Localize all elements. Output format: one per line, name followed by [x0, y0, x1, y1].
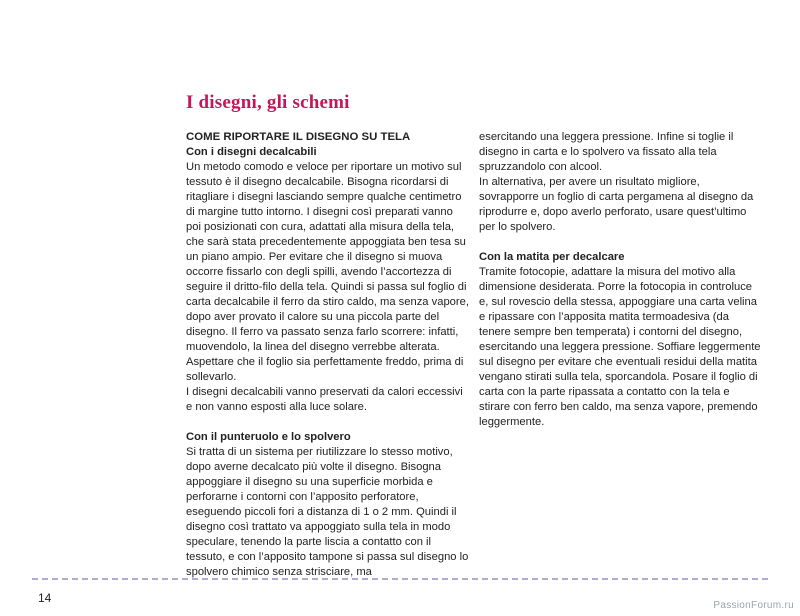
watermark: PassionForum.ru — [713, 600, 794, 611]
paragraph: Un metodo comodo e veloce per riportare un motivo sul tessuto è il disegno decalcabile. Bisogna ricordarsi di ritagliare i disegni lasciando sempre qualche centimetro di margine tutto intorno. I disegni così preparati vanno poi posizionati con cura, adattati alla misura della tela, che sarà stata precedentemente appoggiata ben tesa su un piano ampio. Per evitare che il disegno si muova occorre fissarlo con degli spilli, avendo l’accortezza di seguire il dritto-filo della tela. Quindi si passa sul foglio di carta decalcabile il ferro da stiro caldo, ma senza vapore, dopo aver provato il calore su una piccola parte del disegno. Il ferro va passato senza farlo scorrere: infatti, muovendolo, la linea del disegno verrebbe alterata. Aspettare che il foglio sia perfettamente freddo, prima di sollevarlo. — [186, 161, 469, 383]
paragraph: I disegni decalcabili vanno preservati da calori eccessivi e non vanno esposti alla luce solare. — [186, 386, 463, 413]
paragraph: Tramite fotocopie, adattare la misura del motivo alla dimensione desiderata. Porre la fotocopia in controluce e, sul rovescio della stessa, appoggiare una carta velina e ripassare con l’apposita matita termoadesiva (da tenere sempre ben temperata) i contorni del disegno, esercitando una leggera pressione. Soffiare leggermente sul disegno per evitare che eventuali residui della matita vengano stirati sulla tela, sporcandola. Posare il foglio di carta con la parte ripassata a contatto con la tela e stirare con ferro ben caldo, ma senza vapore, premendo leggermente. — [479, 266, 761, 428]
footer-divider — [32, 578, 768, 580]
page-number: 14 — [38, 591, 52, 605]
subheading-matita: Con la matita per decalcare — [479, 251, 625, 263]
right-column — [479, 130, 762, 430]
subheading-punteruolo: Con il punteruolo e lo spolvero — [186, 431, 351, 443]
subheading-decalcabili: Con i disegni decalcabili — [186, 146, 317, 158]
paragraph: In alternativa, per avere un risultato migliore, sovrapporre un foglio di carta pergamena al disegno da riprodurre e, dopo averlo perforato, usare quest’ultimo per lo spolvero. — [479, 176, 754, 233]
section-heading: COME RIPORTARE IL DISEGNO SU TELA — [186, 131, 411, 143]
paragraph: Si tratta di un sistema per riutilizzare lo stesso motivo, dopo averne decalcato più volte il disegno. Bisogna appoggiare il disegno su una superficie morbida e perforarne i contorni con l’apposito perforatore, eseguendo piccoli fori a distanza di 1 o 2 mm. Quindi il disegno così trattato va appoggiato sulla tela in modo speculare, tenendo la parte liscia a contatto con il tessuto, e con l’apposito tampone si passa sul disegno lo spolvero chimico senza strisciare, ma — [186, 446, 469, 578]
paragraph: esercitando una leggera pressione. Infine si toglie il disegno in carta e lo spolvero va fissato alla tela spruzzandolo con alcool. — [479, 131, 734, 173]
page-title: I disegni, gli schemi — [186, 92, 350, 113]
left-column — [186, 130, 469, 580]
